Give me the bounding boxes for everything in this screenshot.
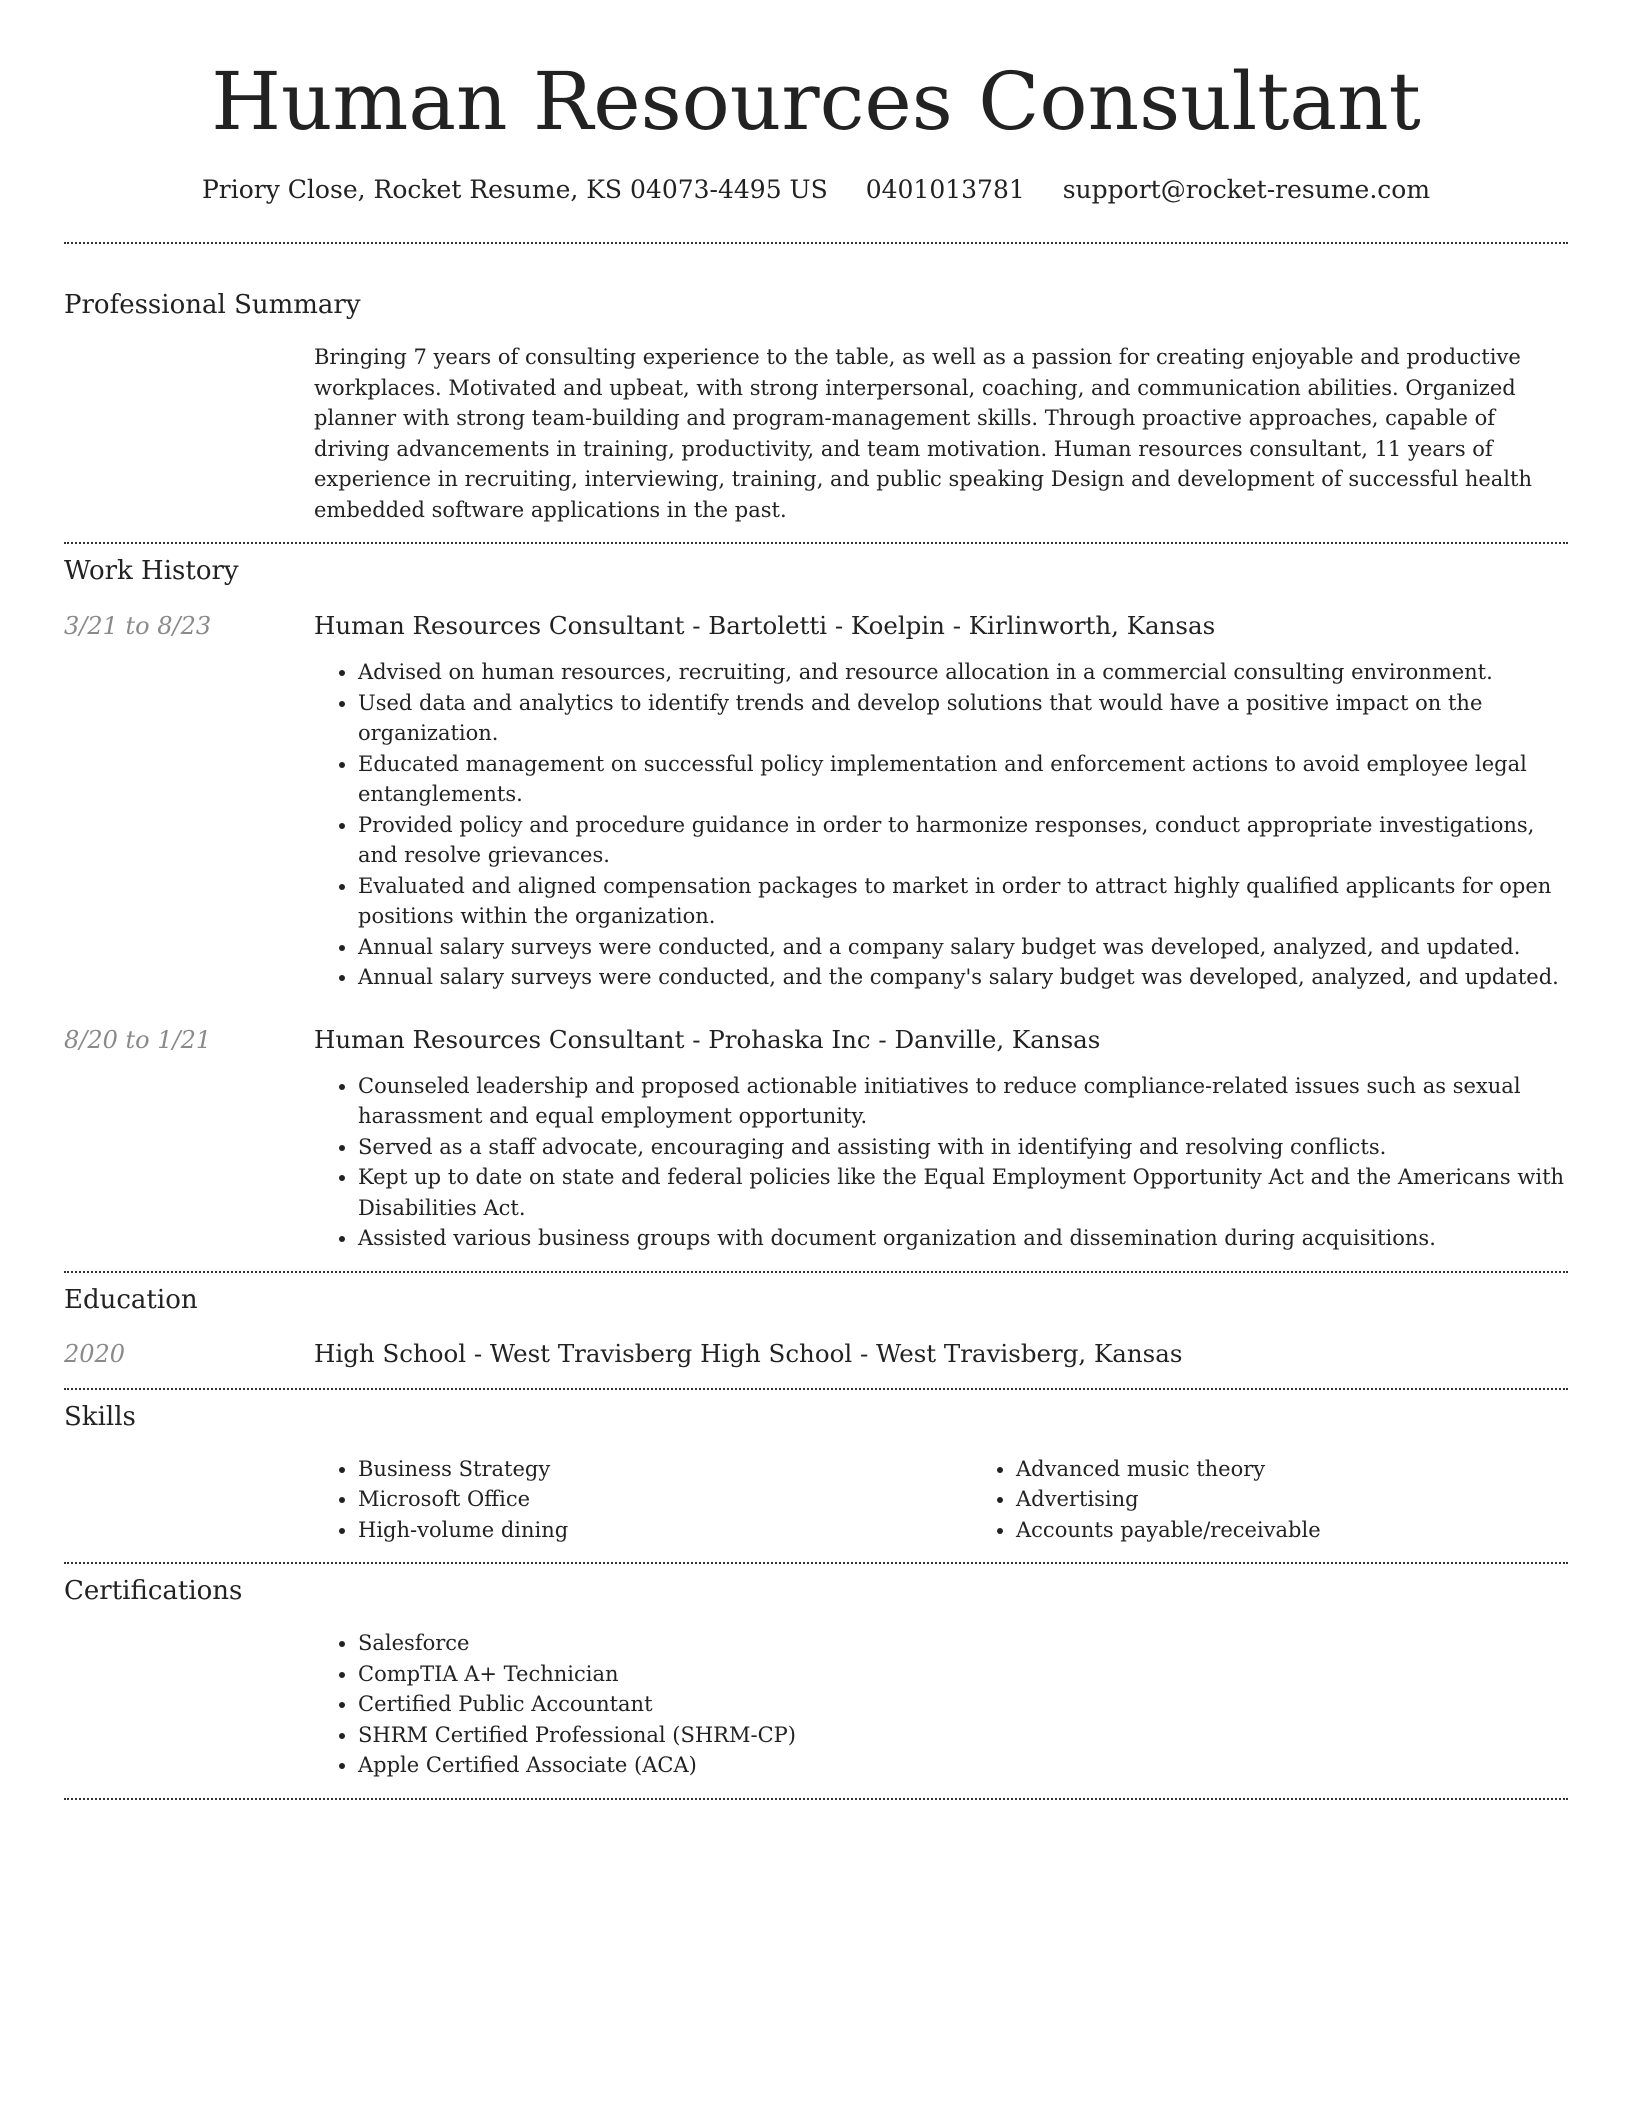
certifications-section [64, 1574, 1568, 1781]
skill-item: • Microsoft Office [358, 1484, 972, 1515]
job-entry [64, 1023, 1568, 1254]
skills-list-left [314, 1454, 972, 1546]
divider [64, 1271, 1568, 1273]
certification-item: • CompTIA A+ Technician [358, 1659, 1568, 1690]
job-bullet: • Kept up to date on state and federal policies like the Equal Employment Opportunity Act and the Americans with Disabilities Act. [358, 1162, 1568, 1223]
summary-heading: Professional Summary [64, 290, 361, 320]
certifications-list [314, 1628, 1568, 1781]
summary-spacer [64, 342, 314, 525]
skill-item: • Advanced music theory [1016, 1454, 1630, 1485]
divider [64, 1798, 1568, 1800]
candidate-name: Human Resources Consultant [211, 55, 1421, 148]
certification-item: • Apple Certified Associate (ACA) [358, 1750, 1568, 1781]
job-bullet: • Provided policy and procedure guidance in order to harmonize responses, conduct appropriate investigations, and resolve grievances. [358, 810, 1568, 871]
job-heading: Human Resources Consultant - Bartoletti - Koelpin - Kirlinworth, Kansas [314, 611, 1216, 640]
job-bullets [314, 1071, 1568, 1254]
job-bullet: • Served as a staff advocate, encouraging and assisting with in identifying and resolving conflicts. [358, 1132, 1568, 1163]
contact-email: support@rocket-resume.com [1062, 175, 1431, 204]
certification-item: • Salesforce [358, 1628, 1568, 1659]
skill-item: • Advertising [1016, 1484, 1630, 1515]
certifications-heading: Certifications [64, 1576, 243, 1606]
divider [64, 1562, 1568, 1564]
contact-phone: 0401013781 [865, 175, 1025, 204]
education-heading-line: High School - West Travisberg High School - West Travisberg, Kansas [314, 1338, 1183, 1368]
education-heading: Education [64, 1284, 198, 1315]
skill-item: • High-volume dining [358, 1515, 972, 1546]
job-bullet: • Advised on human resources, recruiting, and resource allocation in a commercial consulting environment. [358, 657, 1568, 688]
skills-list-right [972, 1454, 1630, 1546]
contact-line [64, 172, 1568, 208]
divider [64, 242, 1568, 244]
job-bullet: • Annual salary surveys were conducted, and the company's salary budget was developed, analyzed, and updated. [358, 962, 1568, 993]
education-entry [64, 1337, 1568, 1371]
work-history-heading: Work History [64, 556, 239, 586]
job-bullet: • Annual salary surveys were conducted, and a company salary budget was developed, analyzed, and updated. [358, 932, 1568, 963]
education-year: 2020 [64, 1339, 126, 1368]
education-section [64, 1283, 1568, 1371]
skill-item: • Accounts payable/receivable [1016, 1515, 1630, 1546]
job-bullet: • Evaluated and aligned compensation packages to market in order to attract highly qualified applicants for open positions within the organization. [358, 871, 1568, 932]
job-entry [64, 609, 1568, 993]
job-bullets [314, 657, 1568, 993]
summary-text: Bringing 7 years of consulting experience to the table, as well as a passion for creating enjoyable and productive workplaces. Motivated and upbeat, with strong interpersonal, coaching, and communication abilities. Organized planner with strong team-building and program-management skills. Through proactive approaches, capable of driving advancements in training, productivity, and team motivation. Human resources consultant, 11 years of experience in recruiting, interviewing, training, and public speaking Design and development of successful health embedded software applications in the past. [314, 345, 1532, 522]
job-dates: 3/21 to 8/23 [64, 612, 212, 640]
job-bullet: • Used data and analytics to identify trends and develop solutions that would have a positive impact on the organization. [358, 688, 1568, 749]
certification-item: • SHRM Certified Professional (SHRM-CP) [358, 1720, 1568, 1751]
contact-address: Priory Close, Rocket Resume, KS 04073-4495 US [201, 175, 828, 204]
certification-item: • Certified Public Accountant [358, 1689, 1568, 1720]
summary-section [64, 288, 1568, 525]
work-history-section [64, 554, 1568, 1254]
skills-spacer [64, 1454, 314, 1546]
job-dates: 8/20 to 1/21 [64, 1025, 212, 1054]
divider [64, 542, 1568, 544]
divider [64, 1388, 1568, 1390]
skills-section [64, 1400, 1568, 1546]
skills-heading: Skills [64, 1401, 136, 1432]
job-heading: Human Resources Consultant - Prohaska Inc - Danville, Kansas [314, 1024, 1101, 1054]
job-bullet: • Assisted various business groups with document organization and dissemination during acquisitions. [358, 1223, 1568, 1254]
certifications-spacer [64, 1628, 314, 1781]
job-bullet: • Educated management on successful policy implementation and enforcement actions to avoid employee legal entanglements. [358, 749, 1568, 810]
job-bullet: • Counseled leadership and proposed actionable initiatives to reduce compliance-related issues such as sexual harassment and equal employment opportunity. [358, 1071, 1568, 1132]
skill-item: • Business Strategy [358, 1454, 972, 1485]
